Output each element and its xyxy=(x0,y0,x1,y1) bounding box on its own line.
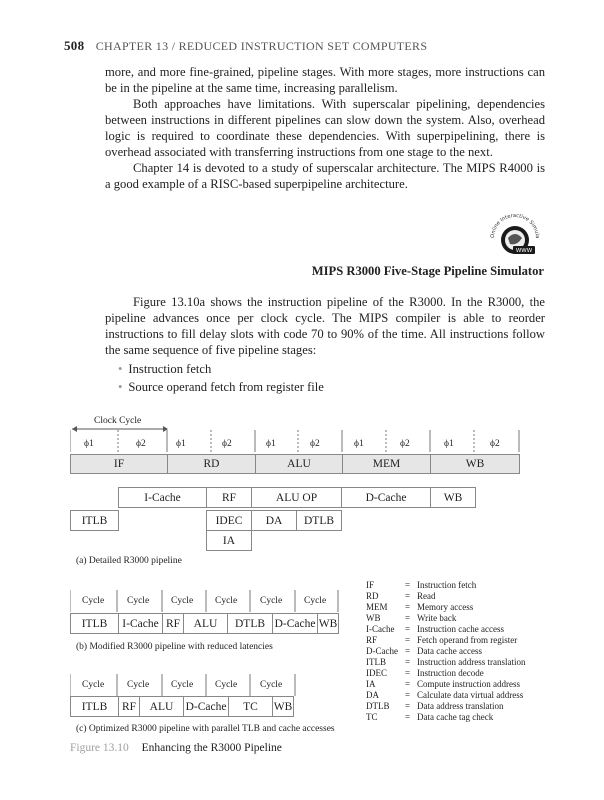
legend-desc: Instruction fetch xyxy=(417,580,477,590)
phase-label: ϕ1 xyxy=(176,439,186,449)
cycle-label: Cycle xyxy=(82,680,105,690)
legend-abbr: IA xyxy=(366,679,376,689)
detail-da: DA xyxy=(251,510,297,531)
c-tc: TC xyxy=(228,696,273,717)
legend-equals: = xyxy=(405,657,411,667)
running-header xyxy=(64,38,427,54)
detail-rf: RF xyxy=(206,487,252,508)
cycle-label: Cycle xyxy=(304,596,327,606)
list-item: • Source operand fetch from register file xyxy=(118,380,324,394)
legend-abbr: DA xyxy=(366,690,379,700)
stage-list xyxy=(118,360,324,396)
caption-b: (b) Modified R3000 pipeline with reduced latencies xyxy=(76,642,273,652)
legend-desc: Instruction cache access xyxy=(417,624,504,634)
figure-number: Figure 13.10 xyxy=(70,742,129,754)
detail-alu-op: ALU OP xyxy=(251,487,342,508)
c-wb: WB xyxy=(272,696,294,717)
figure-title: Enhancing the R3000 Pipeline xyxy=(141,742,282,754)
phase-label: ϕ2 xyxy=(222,439,232,449)
phase-label: ϕ2 xyxy=(490,439,500,449)
simulator-title[interactable]: MIPS R3000 Five-Stage Pipeline Simulator xyxy=(311,264,544,278)
legend-abbr: RD xyxy=(366,591,379,601)
detail-dtlb: DTLB xyxy=(296,510,342,531)
legend-desc: Instruction decode xyxy=(417,668,484,678)
legend-abbr: WB xyxy=(366,613,381,623)
legend-equals: = xyxy=(405,690,411,700)
page-number: 508 xyxy=(64,38,85,53)
legend-abbr: DTLB xyxy=(366,701,390,711)
cycle-label: Cycle xyxy=(215,596,238,606)
legend-equals: = xyxy=(405,635,411,645)
paragraph-4: Figure 13.10a shows the instruction pipeline of the R3000. In the R3000, the pipeline advances once per clock cycle. The MIPS compiler is able to reorder instructions to fill delay slots with code 70 to 90% of the time. All instructions follow the same sequence of five pipeline stages: xyxy=(105,295,545,357)
chapter-title: CHAPTER 13 / REDUCED INSTRUCTION SET COMPUTERS xyxy=(95,39,428,53)
legend-equals: = xyxy=(405,602,411,612)
logo-www: WWW xyxy=(515,248,533,254)
legend-equals: = xyxy=(405,701,411,711)
list-item: • Instruction fetch xyxy=(118,362,212,376)
legend-abbr: RF xyxy=(366,635,378,645)
legend-desc: Data cache access xyxy=(417,646,482,656)
phase-label: ϕ2 xyxy=(310,439,320,449)
c-dcache: D-Cache xyxy=(183,696,229,717)
legend-desc: Read xyxy=(417,591,436,601)
cycle-label: Cycle xyxy=(82,596,105,606)
b-itlb: ITLB xyxy=(70,613,119,634)
caption-a: (a) Detailed R3000 pipeline xyxy=(76,556,182,566)
legend-equals: = xyxy=(405,591,411,601)
legend-equals: = xyxy=(405,679,411,689)
detail-wb: WB xyxy=(430,487,476,508)
legend-abbr: D-Cache xyxy=(366,646,398,656)
legend-abbr: ITLB xyxy=(366,657,386,667)
cycle-label: Cycle xyxy=(260,596,283,606)
legend-equals: = xyxy=(405,613,411,623)
b-icache: I-Cache xyxy=(118,613,163,634)
logo-text: Online Interactive Simula xyxy=(489,212,541,239)
stage-alu: ALU xyxy=(255,454,343,474)
legend-equals: = xyxy=(405,712,411,722)
stage-if: IF xyxy=(70,454,168,474)
legend-abbr: MEM xyxy=(366,602,388,612)
detail-icache: I-Cache xyxy=(118,487,207,508)
b-dtlb: DTLB xyxy=(227,613,273,634)
legend-desc: Instruction address translation xyxy=(417,657,526,667)
c-alu: ALU xyxy=(139,696,184,717)
legend-equals: = xyxy=(405,646,411,656)
legend-desc: Write back xyxy=(417,613,457,623)
online-simulation-logo[interactable] xyxy=(486,212,544,258)
cycle-label: Cycle xyxy=(127,680,150,690)
legend-abbr: IDEC xyxy=(366,668,387,678)
legend-abbr: IF xyxy=(366,580,375,590)
legend-desc: Compute instruction address xyxy=(417,679,520,689)
legend-desc: Memory access xyxy=(417,602,474,612)
detail-itlb: ITLB xyxy=(70,510,119,531)
cycle-label: Cycle xyxy=(260,680,283,690)
b-alu: ALU xyxy=(183,613,228,634)
b-rf: RF xyxy=(162,613,184,634)
legend-equals: = xyxy=(405,668,411,678)
phase-label: ϕ1 xyxy=(84,439,94,449)
phase-label: ϕ1 xyxy=(444,439,454,449)
cycle-label: Cycle xyxy=(215,680,238,690)
cycle-ticks-b xyxy=(70,590,340,612)
legend-desc: Data address translation xyxy=(417,701,504,711)
stage-mem: MEM xyxy=(342,454,431,474)
phase-label: ϕ2 xyxy=(400,439,410,449)
paragraph-2: Both approaches have limitations. With superscalar pipelining, dependencies between instructions in different pipelines can slow down the system. Also, overhead logic is required to coordinate these dependencies. With superpipelining, there is overhead associated with transferring instructions from one stage to the next. xyxy=(105,97,545,159)
legend-equals: = xyxy=(405,624,411,634)
phase-label: ϕ1 xyxy=(354,439,364,449)
phase-label: ϕ2 xyxy=(136,439,146,449)
paragraph-1: more, and more fine-grained, pipeline stages. With more stages, more instructions can be in the pipeline at the same time, increasing parallelism. xyxy=(105,65,545,95)
legend-desc: Calculate data virtual address xyxy=(417,690,524,700)
figure-caption xyxy=(70,742,282,754)
stage-wb: WB xyxy=(430,454,520,474)
legend-equals: = xyxy=(405,580,411,590)
clock-cycle-label: Clock Cycle xyxy=(94,416,142,426)
stage-rd: RD xyxy=(167,454,256,474)
paragraph-3: Chapter 14 is devoted to a study of superscalar architecture. The MIPS R4000 is a good example of a RISC-based superpipeline architecture. xyxy=(105,161,545,191)
phase-label: ϕ1 xyxy=(266,439,276,449)
b-wb: WB xyxy=(317,613,339,634)
legend-desc: Data cache tag check xyxy=(417,712,494,722)
detail-dcache: D-Cache xyxy=(341,487,431,508)
detail-ia: IA xyxy=(206,530,252,551)
b-dcache: D-Cache xyxy=(272,613,318,634)
cycle-label: Cycle xyxy=(171,596,194,606)
c-itlb: ITLB xyxy=(70,696,119,717)
legend-desc: Fetch operand from register xyxy=(417,635,518,645)
cycle-label: Cycle xyxy=(127,596,150,606)
cycle-label: Cycle xyxy=(171,680,194,690)
detail-idec: IDEC xyxy=(206,510,252,531)
legend-abbr: TC xyxy=(366,712,378,722)
legend-abbr: I-Cache xyxy=(366,624,395,634)
c-rf: RF xyxy=(118,696,140,717)
caption-c: (c) Optimized R3000 pipeline with parallel TLB and cache accesses xyxy=(76,724,335,734)
